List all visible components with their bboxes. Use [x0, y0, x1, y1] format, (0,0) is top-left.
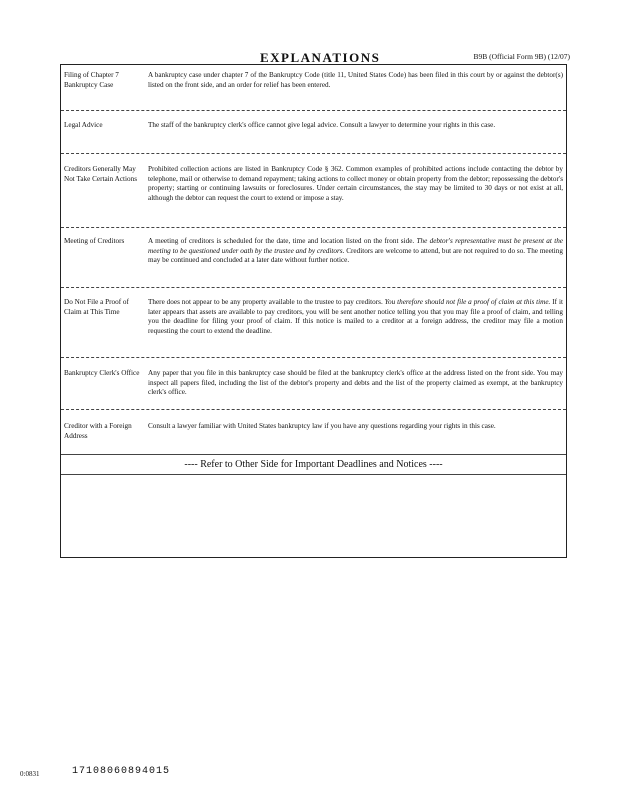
row-label: Legal Advice [64, 121, 103, 129]
row-label: Meeting of Creditors [64, 237, 125, 245]
footer-barcode-number: 17108060894015 [72, 766, 171, 777]
explanations-table [60, 64, 567, 558]
row-text: Any paper that you file in this bankruptcy case should be filed at the bankruptcy clerk's office at the address listed on the front side. You may inspect all papers filed, including the list of the debtor's property and debts and the list of the property claimed as exempt, at the bankruptcy clerk's office. [148, 369, 563, 396]
row-divider [61, 287, 566, 288]
page-header [60, 50, 568, 64]
row-text: There does not appear to be any property available to the trustee to pay creditors. You therefore should not file a proof of claim at this time. If it later appears that assets are available to pay creditors, you will be sent another notice telling you that you may file a proof of claim, and telling you the deadline for filing your proof of claim. If this notice is mailed to a creditor at a foreign address, the creditor may file a motion requesting the court to extend the deadline. [148, 298, 563, 335]
row-divider [61, 153, 566, 154]
row-text: The staff of the bankruptcy clerk's office cannot give legal advice. Consult a lawyer to determine your rights in this case. [148, 121, 496, 129]
row-divider [61, 227, 566, 228]
refer-notice: ---- Refer to Other Side for Important Deadlines and Notices ---- [184, 459, 443, 470]
row-label: Filing of Chapter 7 Bankruptcy Case [64, 71, 119, 89]
row-text: Consult a lawyer familiar with United States bankruptcy law if you have any questions regarding your rights in this case. [148, 422, 496, 430]
row-divider [61, 409, 566, 410]
form-number: B9B (Official Form 9B) (12/07) [473, 52, 570, 61]
row-text: A meeting of creditors is scheduled for the date, time and location listed on the front side. The debtor's representative must be present at the meeting to be questioned under oath by the trustee and by creditors. Creditors are welcome to attend, but are not required to do so. The meeting may be continued and concluded at a later date without further notice. [148, 237, 564, 264]
row-divider [61, 474, 566, 475]
row-divider [61, 110, 566, 111]
page-title: EXPLANATIONS [260, 50, 381, 65]
row-label: Bankruptcy Clerk's Office [64, 369, 140, 377]
row-divider [61, 454, 566, 455]
row-text: Prohibited collection actions are listed in Bankruptcy Code § 362. Common examples of prohibited actions include contacting the debtor by telephone, mail or otherwise to demand repayment; taking actions to collect money or obtain property from the debtor; repossessing the debtor's property; starting or continuing lawsuits or foreclosures. Under certain circumstances, the stay may be limited to 30 days or not exist at all, although the debtor can request the court to extend or impose a stay. [148, 165, 563, 202]
row-label: Creditor with a Foreign Address [64, 422, 132, 440]
row-label: Creditors Generally May Not Take Certain Actions [64, 165, 138, 183]
row-label: Do Not File a Proof of Claim at This Time [64, 298, 129, 316]
row-divider [61, 357, 566, 358]
row-text: A bankruptcy case under chapter 7 of the Bankruptcy Code (title 11, United States Code) has been filed in this court by or against the debtor(s) listed on the front side, and an order for relief has been entered. [148, 71, 563, 89]
footer-id: 0:0831 [20, 770, 40, 778]
